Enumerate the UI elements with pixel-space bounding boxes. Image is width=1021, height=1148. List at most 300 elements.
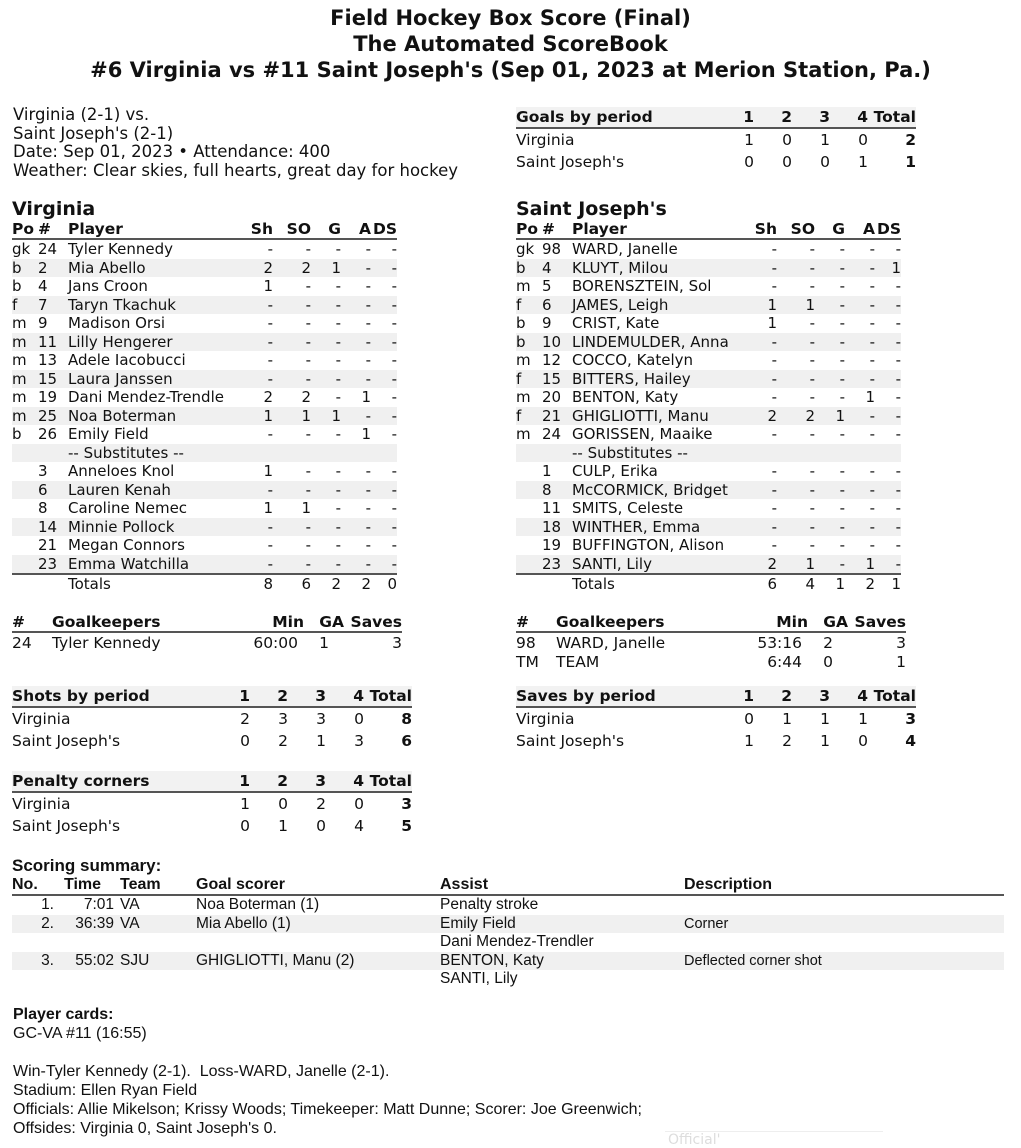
period-value: 0: [782, 153, 792, 171]
stat-g: -: [839, 462, 845, 481]
scoring-desc: [684, 970, 1004, 989]
stat-g: -: [335, 499, 341, 518]
stat-g: -: [311, 296, 341, 315]
stat-so: -: [809, 388, 815, 407]
col-no: No.: [12, 876, 64, 895]
stat-sh: -: [739, 259, 777, 278]
player-row: [516, 370, 901, 389]
stat-so: -: [305, 277, 311, 296]
scoring-team: SJU: [120, 952, 196, 971]
scoring-team: VA: [120, 915, 196, 934]
player-row: [516, 277, 901, 296]
gk-name: WARD, Janelle: [556, 633, 666, 652]
gk-minutes: 53:16: [757, 633, 802, 652]
stat-g: -: [839, 388, 845, 407]
player-row: [516, 444, 901, 463]
player-name: Lilly Hengerer: [68, 333, 235, 352]
player-name: Megan Connors: [68, 536, 185, 555]
col-po: Po: [12, 219, 38, 239]
player-row: [12, 444, 397, 463]
stat-g: -: [839, 536, 845, 555]
col-num: #: [38, 219, 68, 239]
stat-sh: 1: [767, 314, 777, 333]
player-name: Taryn Tkachuk: [68, 296, 235, 315]
col-description: Description: [684, 876, 1004, 895]
scoring-time: 7:01: [83, 896, 114, 914]
stat-so: 1: [273, 407, 311, 426]
player-position: [12, 518, 38, 537]
player-name: LINDEMULDER, Anna: [572, 333, 739, 352]
col-gk-name: Goalkeepers: [556, 612, 748, 632]
period-row: [516, 151, 916, 173]
period-col-header: 1: [716, 107, 754, 128]
stat-ds: -: [895, 314, 901, 333]
player-row: [12, 499, 397, 518]
col-scorer: Goal scorer: [196, 876, 440, 895]
player-row: [516, 536, 901, 555]
stat-ds: [875, 444, 901, 463]
player-name: Lauren Kenah: [68, 481, 235, 500]
stat-a: -: [869, 240, 875, 259]
player-name: KLUYT, Milou: [572, 259, 739, 278]
player-position: [516, 444, 542, 463]
col-so: SO: [777, 219, 815, 239]
stat-ds: -: [895, 536, 901, 555]
player-number: 21: [542, 407, 572, 426]
stat-so: -: [305, 351, 311, 370]
period-table-title: Penalty corners: [12, 771, 212, 792]
period-total: 6: [401, 732, 412, 750]
period-total: 2: [905, 131, 916, 149]
scoring-summary-title: Scoring summary:: [12, 856, 162, 875]
col-g: G: [815, 219, 845, 239]
player-number: 15: [542, 370, 572, 389]
stat-g: [815, 444, 845, 463]
player-number: 11: [38, 333, 68, 352]
player-name: WARD, Janelle: [572, 240, 678, 259]
stat-g: 1: [815, 407, 845, 426]
stat-sh: -: [235, 481, 273, 500]
total-g: 1: [835, 575, 845, 594]
stat-ds: -: [371, 370, 397, 389]
scoring-team: VA: [120, 896, 140, 914]
player-name: Emily Field: [68, 425, 149, 444]
stat-g: -: [311, 555, 341, 575]
period-table-title: Goals by period: [516, 107, 716, 128]
stat-sh: -: [235, 370, 273, 389]
player-position: m: [12, 407, 38, 426]
scoring-no: [12, 970, 64, 989]
stat-a: 1: [865, 388, 875, 407]
team-name: Virginia: [12, 795, 71, 813]
stat-ds: -: [371, 333, 397, 352]
scoring-team: [120, 970, 196, 989]
stat-ds: -: [391, 462, 397, 481]
player-number: 9: [542, 314, 552, 333]
stat-g: -: [815, 518, 845, 537]
scoring-scorer: GHIGLIOTTI, Manu (2): [196, 952, 440, 971]
stat-ds: 1: [875, 259, 901, 278]
period-total: 8: [401, 710, 412, 728]
scoring-row: [12, 933, 1004, 952]
total-so: 4: [805, 575, 815, 594]
player-number: 24: [38, 240, 58, 259]
stat-ds: -: [391, 277, 397, 296]
stat-sh: -: [235, 333, 273, 352]
scoring-no: 1.: [41, 896, 54, 914]
stat-ds: -: [391, 536, 397, 555]
scoring-scorer: Noa Boterman (1): [196, 896, 320, 914]
stat-sh: -: [267, 425, 273, 444]
stat-so: -: [305, 425, 311, 444]
stat-ds: -: [895, 499, 901, 518]
info-line: Saint Joseph's (2-1): [13, 123, 174, 143]
period-row: [12, 707, 412, 730]
player-name: Jans Croon: [68, 277, 148, 296]
stat-sh: -: [739, 333, 777, 352]
stat-so: -: [777, 481, 815, 500]
player-number: 4: [542, 259, 572, 278]
col-g: G: [311, 219, 341, 239]
player-position: gk: [516, 240, 535, 259]
player-number: 8: [38, 499, 48, 518]
report-subtitle: The Automated ScoreBook: [353, 32, 668, 56]
gk-goals-against: 2: [823, 633, 833, 652]
stat-a: -: [341, 296, 371, 315]
scoring-no: [12, 933, 64, 952]
stat-a: -: [845, 259, 875, 278]
stat-ds: -: [391, 351, 397, 370]
period-col-header: 2: [250, 771, 288, 792]
period-col-header: 4: [830, 686, 868, 707]
stat-sh: 2: [263, 388, 273, 407]
virginia-box: [12, 199, 397, 594]
gk-number: 24: [12, 633, 32, 652]
player-position: b: [12, 259, 38, 278]
period-table: [516, 686, 916, 752]
total-ds: 1: [891, 575, 901, 594]
player-name: COCCO, Katelyn: [572, 351, 693, 370]
stat-so: [777, 444, 815, 463]
saves-by-period-table: [516, 686, 916, 752]
player-name: Mia Abello: [68, 259, 235, 278]
report-header: [0, 0, 1021, 83]
stat-so: -: [809, 240, 815, 259]
col-gk-num: #: [12, 612, 52, 632]
stat-ds: -: [875, 555, 901, 575]
col-team: Team: [120, 876, 196, 895]
stat-g: -: [839, 277, 845, 296]
player-name: Noa Boterman: [68, 407, 235, 426]
stat-so: -: [305, 240, 311, 259]
goalkeepers-table: [516, 612, 906, 671]
stat-a: -: [341, 481, 371, 500]
stat-a: -: [845, 296, 875, 315]
stat-a: -: [365, 314, 371, 333]
period-value: 3: [316, 710, 326, 728]
offsides: Offsides: Virginia 0, Saint Joseph's 0.: [13, 1120, 277, 1137]
scoring-row: [12, 915, 1004, 934]
period-value: 0: [240, 817, 250, 835]
player-position: [516, 536, 542, 555]
scoring-desc: [684, 933, 1004, 952]
player-name: SMITS, Celeste: [572, 499, 684, 518]
period-col-header: Total: [868, 107, 916, 128]
stat-so: -: [809, 425, 815, 444]
gk-minutes: 60:00: [253, 633, 298, 652]
stat-so: -: [809, 314, 815, 333]
scoring-time: 36:39: [64, 915, 120, 934]
stat-g: 1: [311, 407, 341, 426]
col-gk-name: Goalkeepers: [52, 612, 244, 632]
period-value: 0: [240, 732, 250, 750]
stat-sh: 1: [235, 407, 273, 426]
stat-sh: 2: [739, 555, 777, 575]
player-name: Madison Orsi: [68, 314, 166, 333]
scoring-row: [12, 952, 1004, 971]
stat-ds: -: [895, 425, 901, 444]
stat-a: -: [341, 555, 371, 575]
stat-g: -: [839, 314, 845, 333]
goalkeepers-table: [12, 612, 402, 652]
period-value: 1: [820, 131, 830, 149]
stat-sh: -: [235, 555, 273, 575]
stat-so: -: [809, 351, 815, 370]
team-name: Saint Joseph's: [12, 732, 121, 750]
player-row: [516, 296, 901, 315]
col-gk-ga: GA: [808, 612, 848, 632]
player-number: [542, 444, 572, 463]
period-value: 4: [354, 817, 364, 835]
period-col-header: 4: [326, 771, 364, 792]
stat-so: -: [305, 536, 311, 555]
col-po: Po: [516, 219, 542, 239]
scoring-row: [12, 970, 1004, 989]
player-position: m: [516, 425, 531, 444]
col-sh: Sh: [235, 219, 273, 239]
player-name: CULP, Erika: [572, 462, 658, 481]
stat-a: [341, 444, 371, 463]
stat-so: -: [273, 481, 311, 500]
period-value: 3: [278, 710, 288, 728]
stat-sh: -: [739, 370, 777, 389]
stat-g: -: [815, 370, 845, 389]
shots-by-period-table: [12, 686, 412, 752]
stat-so: -: [809, 277, 815, 296]
player-name: BORENSZTEIN, Sol: [572, 277, 712, 296]
player-position: [516, 518, 542, 537]
stat-a: 1: [361, 425, 371, 444]
stat-g: -: [815, 481, 845, 500]
stat-a: -: [869, 462, 875, 481]
period-col-header: Total: [868, 686, 916, 707]
player-position: m: [12, 351, 27, 370]
player-row: [12, 388, 397, 407]
stat-so: -: [809, 499, 815, 518]
stat-sh: -: [771, 462, 777, 481]
player-position: [12, 444, 38, 463]
stat-sh: -: [235, 296, 273, 315]
player-name: CRIST, Kate: [572, 314, 660, 333]
stat-a: -: [869, 425, 875, 444]
player-row: [516, 555, 901, 575]
stat-sh: -: [739, 481, 777, 500]
col-ds: DS: [372, 219, 397, 238]
player-number: 15: [38, 370, 68, 389]
col-gk-saves: Saves: [848, 612, 906, 632]
period-total: 3: [401, 795, 412, 813]
player-row: [12, 259, 397, 278]
player-row: [516, 333, 901, 352]
goalkeeper-row: [12, 632, 402, 652]
stat-so: -: [273, 518, 311, 537]
player-position: f: [516, 370, 542, 389]
player-name: SANTI, Lily: [572, 555, 739, 575]
stat-so: -: [273, 333, 311, 352]
player-position: b: [12, 425, 22, 444]
stat-ds: -: [371, 407, 397, 426]
player-number: 1: [542, 462, 552, 481]
stat-ds: -: [391, 425, 397, 444]
stat-ds: -: [391, 240, 397, 259]
stat-ds: -: [895, 388, 901, 407]
player-position: [516, 499, 542, 518]
stat-so: -: [305, 314, 311, 333]
gk-saves: 3: [392, 633, 402, 652]
scoring-desc: Deflected corner shot: [684, 952, 1004, 971]
period-value: 2: [240, 710, 250, 728]
stat-sh: -: [771, 499, 777, 518]
player-cards-title: Player cards:: [13, 1006, 114, 1023]
period-value: 1: [744, 131, 754, 149]
player-number: 3: [38, 462, 48, 481]
stat-ds: -: [875, 518, 901, 537]
stat-a: -: [365, 240, 371, 259]
stat-sh: -: [267, 536, 273, 555]
stat-sh: -: [771, 536, 777, 555]
player-position: [516, 555, 542, 575]
scoring-time: 55:02: [64, 952, 120, 971]
stat-g: -: [335, 277, 341, 296]
scoring-assist: SANTI, Lily: [440, 970, 518, 988]
player-number: 98: [542, 240, 562, 259]
stat-g: -: [839, 499, 845, 518]
stat-a: -: [845, 518, 875, 537]
stat-a: -: [341, 407, 371, 426]
player-position: [12, 555, 38, 575]
stat-g: -: [335, 351, 341, 370]
period-col-header: 3: [288, 771, 326, 792]
col-gk-min: Min: [244, 612, 304, 632]
player-row: [516, 462, 901, 481]
info-line: Virginia (2-1) vs.: [13, 105, 150, 124]
period-total: 3: [905, 710, 916, 728]
total-a: 2: [361, 575, 371, 594]
stat-g: -: [335, 314, 341, 333]
decision: Win-Tyler Kennedy (2-1). Loss-WARD, Janelle (2-1).: [13, 1063, 390, 1080]
stat-sh: 1: [739, 296, 777, 315]
player-position: f: [516, 407, 542, 426]
scoring-team: [120, 933, 196, 952]
player-position: f: [516, 296, 542, 315]
stat-g: -: [311, 481, 341, 500]
col-gk-num: #: [516, 612, 556, 632]
total-so: 6: [301, 575, 311, 594]
stat-so: -: [809, 536, 815, 555]
stat-g: -: [839, 240, 845, 259]
period-value: 0: [858, 131, 868, 149]
period-value: 1: [858, 153, 868, 171]
stat-a: -: [845, 370, 875, 389]
stat-so: -: [273, 370, 311, 389]
stat-so: -: [777, 370, 815, 389]
scoring-time: [64, 933, 120, 952]
col-gk-ga: GA: [304, 612, 344, 632]
stat-a: -: [845, 481, 875, 500]
stat-a: -: [845, 333, 875, 352]
game-notes: [13, 1005, 642, 1138]
player-position: m: [516, 351, 531, 370]
gk-goals-against: 1: [319, 633, 329, 652]
player-name: WINTHER, Emma: [572, 518, 739, 537]
player-position: [12, 481, 38, 500]
stat-g: 1: [311, 259, 341, 278]
box-score-table: [12, 219, 397, 594]
player-row: [12, 296, 397, 315]
player-row: [12, 536, 397, 555]
player-position: [12, 536, 38, 555]
stat-ds: -: [391, 499, 397, 518]
period-row: [516, 128, 916, 151]
team-name: Virginia: [516, 710, 575, 728]
scoring-desc: [684, 895, 1004, 915]
player-name: Laura Janssen: [68, 370, 235, 389]
player-number: 7: [38, 296, 68, 315]
stat-a: -: [341, 259, 371, 278]
period-col-header: 2: [250, 686, 288, 707]
player-name: Emma Watchilla: [68, 555, 235, 575]
stat-ds: -: [875, 333, 901, 352]
col-ds: DS: [876, 219, 901, 238]
stat-sh: -: [235, 518, 273, 537]
report-title: Field Hockey Box Score (Final): [330, 6, 691, 30]
stat-ds: -: [371, 296, 397, 315]
player-row: [12, 314, 397, 333]
stat-sh: -: [771, 388, 777, 407]
stat-g: -: [311, 518, 341, 537]
player-number: [38, 444, 68, 463]
stat-ds: -: [371, 518, 397, 537]
team-name: Saint Joseph's: [516, 732, 625, 750]
stat-a: -: [869, 536, 875, 555]
player-number: 19: [38, 388, 58, 407]
period-row: [12, 792, 412, 815]
stat-g: -: [839, 351, 845, 370]
player-name: Anneloes Knol: [68, 462, 175, 481]
stat-g: -: [839, 425, 845, 444]
team-name: Virginia: [516, 131, 575, 149]
player-number: 13: [38, 351, 58, 370]
stat-a: -: [365, 499, 371, 518]
period-col-header: 3: [792, 686, 830, 707]
player-number: 20: [542, 388, 562, 407]
col-player: Player: [68, 219, 235, 239]
team-heading: Saint Joseph's: [516, 198, 667, 220]
stat-sh: 2: [235, 259, 273, 278]
total-sh: 6: [767, 575, 777, 594]
stat-so: -: [305, 462, 311, 481]
player-row: [516, 499, 901, 518]
